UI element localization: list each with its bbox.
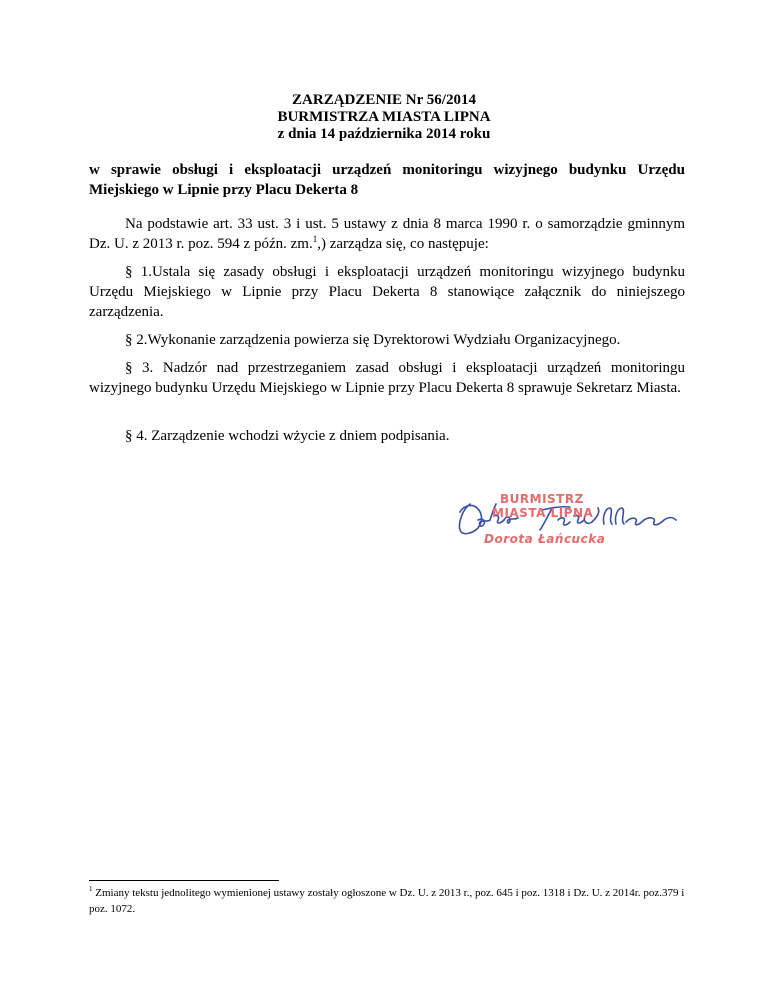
footnote-reference: 1 bbox=[312, 234, 318, 244]
document-date: z dnia 14 października 2014 roku bbox=[277, 126, 491, 142]
legal-basis-text: Na podstawie art. 33 ust. 3 i ust. 5 ustawy z dnia 8 marca 1990 r. o samorządzie gminnym Dz. U. z 2013 r. poz. 594 z późn. zm. bbox=[89, 216, 685, 252]
document-title: ZARZĄDZENIE Nr 56/2014 bbox=[292, 92, 476, 108]
legal-basis-text-end: ,) zarządza się, co następuje: bbox=[317, 236, 489, 252]
section-3-paragraph: § 3. Nadzór nad przestrzeganiem zasad obsługi i eksploatacji urządzeń monitoringu wizyjnego budynku Urzędu Miejskiego w Lipnie przy Placu Dekerta 8 sprawuje Sekretarz Miasta. bbox=[89, 360, 685, 396]
footnote-number: 1 bbox=[89, 885, 93, 893]
stamp-name: Dorota Łańcucka bbox=[484, 532, 606, 546]
legal-basis-paragraph bbox=[89, 214, 685, 254]
footnote-divider bbox=[89, 880, 279, 881]
section-4-paragraph: § 4. Zarządzenie wchodzi wżycie z dniem podpisania. bbox=[125, 428, 450, 444]
section-2-paragraph: § 2.Wykonanie zarządzenia powierza się Dyrektorowi Wydziału Organizacyjnego. bbox=[125, 332, 621, 348]
footnote-text: Zmiany tekstu jednolitego wymienionej ustawy zostały ogłoszone w Dz. U. z 2013 r., poz. 645 i poz. 1318 i Dz. U. z 2014r. poz.379 i poz. 1072. bbox=[89, 887, 685, 915]
issuer-title: BURMISTRZA MIASTA LIPNA bbox=[277, 109, 491, 125]
footnote bbox=[89, 885, 689, 917]
section-1-paragraph: § 1.Ustala się zasady obsługi i eksploatacji urządzeń monitoringu wizyjnego budynku Urzędu Miejskiego w Lipnie przy Placu Dekerta 8 stanowiące załącznik do niniejszego zarządzenia. bbox=[89, 264, 685, 320]
stamp-line-1: BURMISTRZ bbox=[500, 492, 584, 506]
stamp-line-2: MIASTA LIPNA bbox=[492, 506, 594, 520]
document-subject: w sprawie obsługi i eksploatacji urządzeń monitoringu wizyjnego budynku Urzędu Miejskiego w Lipnie przy Placu Dekerta 8 bbox=[89, 162, 685, 198]
stamp-color-ref bbox=[448, 490, 449, 491]
official-stamp bbox=[448, 490, 688, 552]
